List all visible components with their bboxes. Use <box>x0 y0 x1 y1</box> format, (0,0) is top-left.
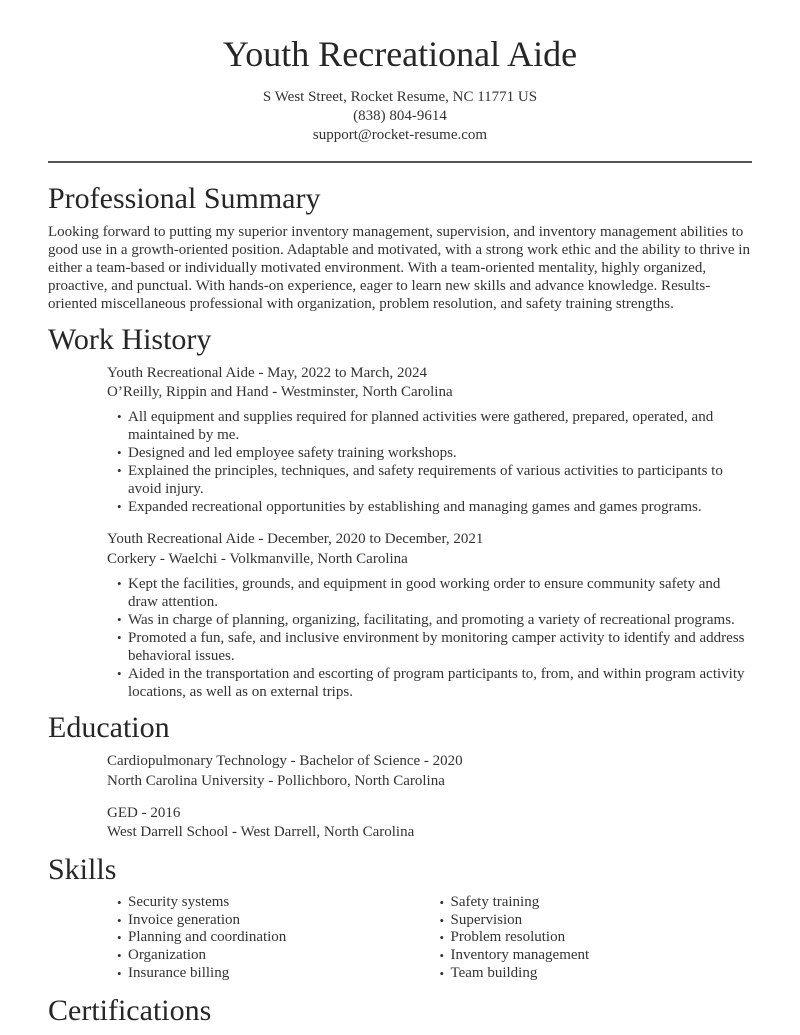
section-education <box>48 711 752 843</box>
job-bullet: • Promoted a fun, safe, and inclusive environment by monitoring camper activity to identify and address behavioral issues. <box>107 629 752 665</box>
job-entry-2 <box>107 530 752 701</box>
contact-address: S West Street, Rocket Resume, NC 11771 US <box>262 89 538 105</box>
job-bullet: • Was in charge of planning, organizing, facilitating, and promoting a variety of recreational programs. <box>107 611 752 629</box>
contact-phone: (838) 804-9614 <box>353 108 447 125</box>
job-company: O’Reilly, Rippin and Hand - Westminster, North Carolina <box>107 384 453 401</box>
skills-column-left <box>107 894 430 983</box>
section-title-certifications: Certifications <box>48 993 212 1027</box>
job-bullet: • Kept the facilities, grounds, and equipment in good working order to ensure community safety and draw attention. <box>107 575 752 611</box>
skills-list <box>107 894 752 983</box>
skill-item: • Inventory management <box>430 947 753 965</box>
education-school: West Darrell School - West Darrell, North Carolina <box>107 824 415 841</box>
skill-item: • Planning and coordination <box>107 929 430 947</box>
section-skills <box>48 853 752 983</box>
job-title: Youth Recreational Aide - December, 2020 to December, 2021 <box>107 531 484 548</box>
job-bullets <box>107 408 752 516</box>
resume-title: Youth Recreational Aide <box>222 34 578 74</box>
header-divider <box>48 161 752 163</box>
contact-info <box>48 88 752 146</box>
skill-item: • Invoice generation <box>107 912 430 930</box>
section-certifications <box>48 994 752 1028</box>
job-bullet: • Explained the principles, techniques, and safety requirements of various activities to participants to avoid injury. <box>107 462 752 498</box>
skill-item: • Security systems <box>107 894 430 912</box>
section-title-work-history: Work History <box>48 322 212 356</box>
skill-item: • Problem resolution <box>430 929 753 947</box>
education-entry-1 <box>107 752 752 791</box>
section-title-skills: Skills <box>48 852 117 886</box>
section-work-history <box>48 323 752 702</box>
section-title-education: Education <box>48 711 170 745</box>
education-school: North Carolina University - Pollichboro, North Carolina <box>107 772 445 789</box>
skill-item: • Safety training <box>430 894 753 912</box>
skill-item: • Organization <box>107 947 430 965</box>
resume-header <box>48 33 752 146</box>
skill-item: • Team building <box>430 965 753 983</box>
job-bullet: • Designed and led employee safety training workshops. <box>107 444 752 462</box>
skill-item: • Supervision <box>430 912 753 930</box>
section-title-professional-summary: Professional Summary <box>48 181 321 215</box>
contact-email: support@rocket-resume.com <box>312 127 488 144</box>
job-entry-1 <box>107 364 752 517</box>
job-company: Corkery - Waelchi - Volkmanville, North Carolina <box>107 550 408 567</box>
job-bullet: • Expanded recreational opportunities by establishing and managing games and games programs. <box>107 498 752 516</box>
job-bullets <box>107 575 752 701</box>
job-bullet: • Aided in the transportation and escorting of program participants to, from, and within program activity locations, as well as on external trips. <box>107 665 752 701</box>
education-degree: GED - 2016 <box>107 805 181 822</box>
education-entry-2 <box>107 804 752 843</box>
education-degree: Cardiopulmonary Technology - Bachelor of Science - 2020 <box>107 753 463 770</box>
skill-item: • Insurance billing <box>107 965 430 983</box>
job-title: Youth Recreational Aide - May, 2022 to March, 2024 <box>107 364 427 381</box>
skills-column-right <box>430 894 753 983</box>
section-professional-summary <box>48 182 752 313</box>
job-bullet: • All equipment and supplies required for planned activities were gathered, prepared, operated, and maintained by me. <box>107 408 752 444</box>
summary-text: Looking forward to putting my superior inventory management, supervision, and inventory management abilities to good use in a growth-oriented position. Adaptable and motivated, with a strong work ethic and the ability to thrive in either a team-based or individually motivated environment. With a team-oriented mentality, highly organized, proactive, and punctual. With hands-on experience, eager to learn new skills and advance knowledge. Results-oriented miscellaneous professional with organization, problem resolution, and safety training strengths. <box>48 223 750 312</box>
